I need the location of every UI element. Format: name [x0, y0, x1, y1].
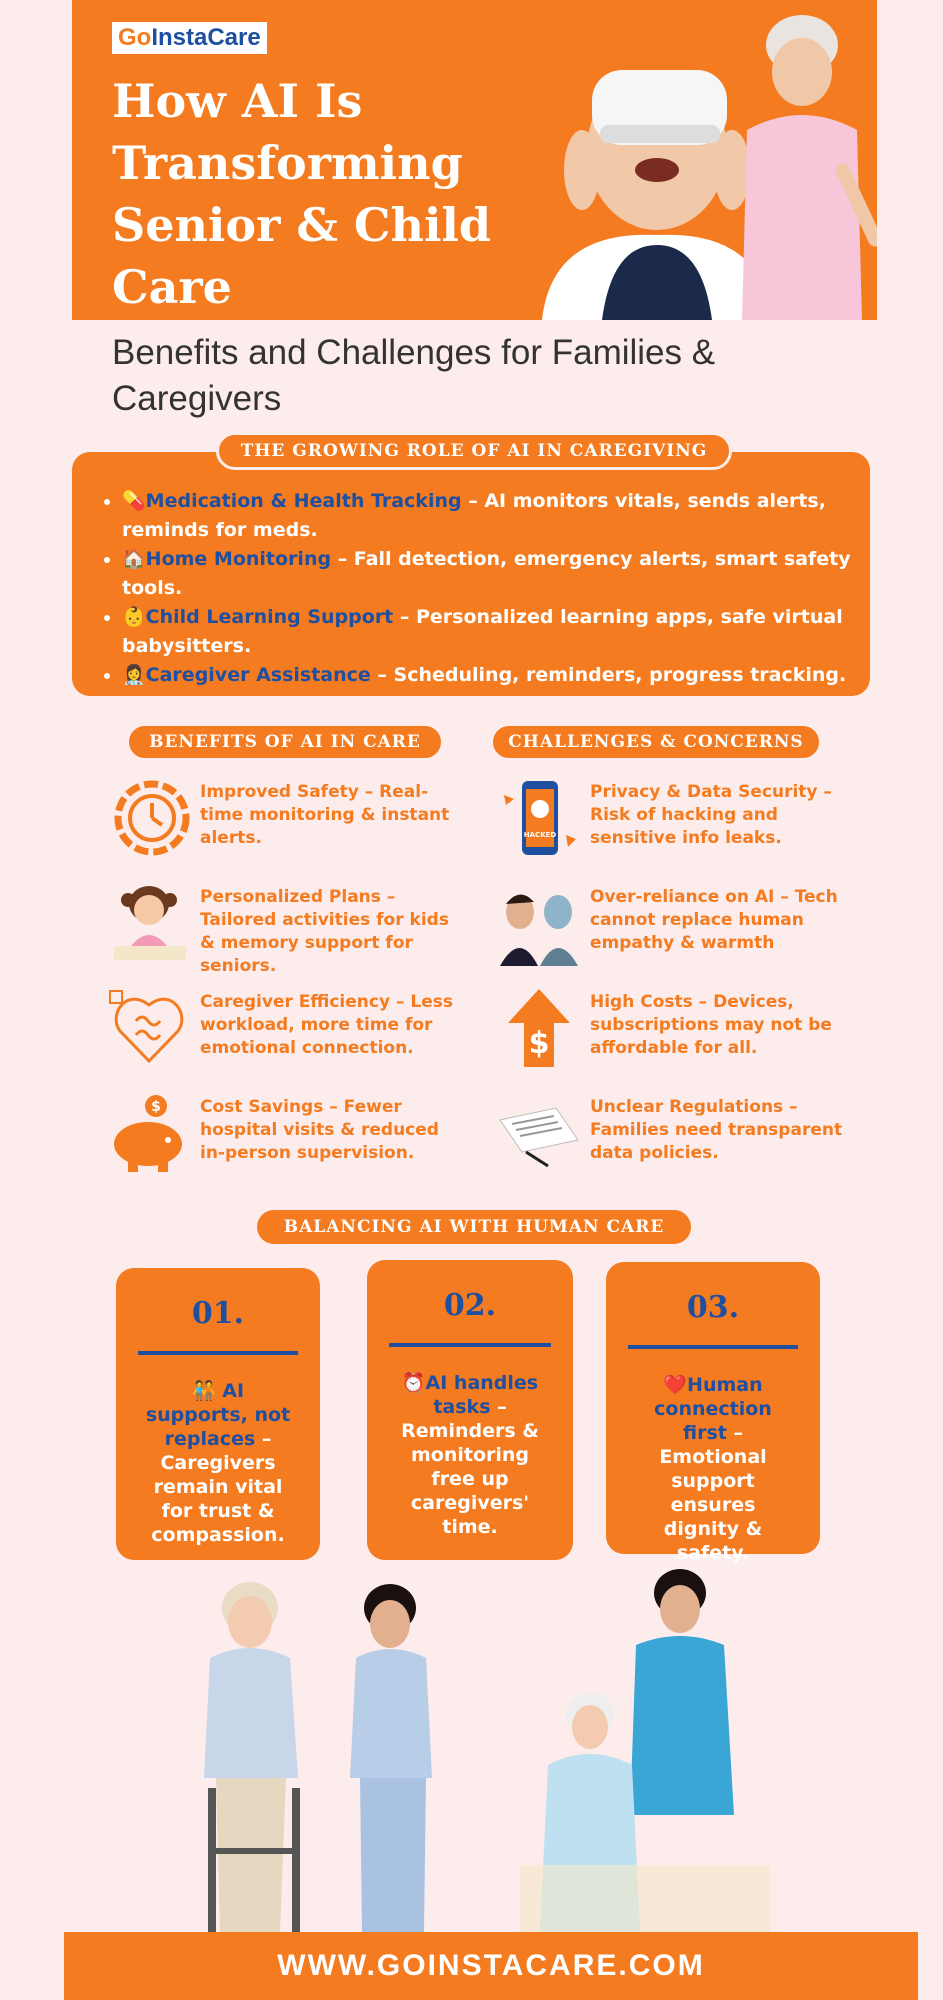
- balance-card-2: [367, 1260, 573, 1560]
- list-item: • 💊Medication & Health Tracking – AI monitors vitals, sends alerts, reminds for meds.: [122, 487, 854, 545]
- list-item: • 👶Child Learning Support – Personalized learning apps, safe virtual babysitters.: [122, 603, 854, 661]
- brand-logo[interactable]: GoInstaCare: [112, 22, 267, 54]
- piggy-bank-icon: [106, 1090, 192, 1176]
- card-number: 01.: [191, 1296, 245, 1331]
- child-drawing-icon: [106, 880, 192, 966]
- clock-gear-icon: [106, 775, 192, 861]
- challenge-item-reliance: [496, 880, 855, 966]
- hacked-phone-icon: [496, 775, 582, 861]
- challenge-item-privacy: [496, 775, 855, 861]
- alarm-clock-icon: ⏰: [401, 1372, 426, 1394]
- balance-heading: BALANCING AI WITH HUMAN CARE: [254, 1207, 694, 1247]
- challenge-text: High Costs – Devices, subscriptions may not be affordable for all.: [590, 992, 832, 1058]
- challenges-heading: CHALLENGES & CONCERNS: [490, 723, 822, 761]
- balance-card-3: [606, 1262, 820, 1564]
- card-number: 02.: [443, 1288, 497, 1323]
- benefit-item-safety: [106, 775, 465, 861]
- nurse-senior-photo: [520, 1565, 780, 1932]
- dollar-symbol: $: [528, 1026, 550, 1061]
- benefits-heading: BENEFITS OF AI IN CARE: [126, 723, 444, 761]
- house-icon: 🏠: [122, 548, 146, 570]
- card-text: ⏰AI handles tasks – Reminders & monitoring free up caregivers' time.: [401, 1372, 539, 1538]
- heart-icon: ❤️: [663, 1374, 688, 1396]
- challenge-text: Over-reliance on AI – Tech cannot replace human empathy & warmth: [590, 887, 838, 953]
- list-item: • 🏠Home Monitoring – Fall detection, emergency alerts, smart safety tools.: [122, 545, 854, 603]
- human-robot-icon: [496, 880, 582, 966]
- role-heading: THE GROWING ROLE OF AI IN CAREGIVING: [216, 432, 732, 470]
- card-divider: [138, 1351, 298, 1355]
- page-subtitle: Benefits and Challenges for Families & Caregivers: [112, 333, 716, 418]
- benefit-text: Cost Savings – Fewer hospital visits & reduced in-person supervision.: [200, 1097, 439, 1163]
- balance-card-1: [116, 1268, 320, 1560]
- benefit-item-plans: [106, 880, 465, 978]
- baby-icon: 👶: [122, 606, 146, 628]
- people-icon: 🧑‍🤝‍🧑: [191, 1380, 216, 1402]
- challenge-item-costs: [496, 985, 855, 1071]
- benefit-text: Caregiver Efficiency – Less workload, more time for emotional connection.: [200, 992, 453, 1058]
- page-title: How AI Is Transforming Senior & Child Care: [112, 74, 492, 314]
- dollar-arrow-icon: [496, 985, 582, 1071]
- card-text: 🧑‍🤝‍🧑 AI supports, not replaces – Caregivers remain vital for trust & compassion.: [145, 1380, 291, 1546]
- pill-icon: 💊: [122, 490, 146, 512]
- role-list: [72, 452, 870, 690]
- challenge-text: Unclear Regulations – Families need transparent data policies.: [590, 1097, 843, 1163]
- card-number: 03.: [686, 1290, 740, 1325]
- challenge-text: Privacy & Data Security – Risk of hacking and sensitive info leaks.: [590, 782, 832, 848]
- senior-woman-photo: [712, 10, 877, 320]
- hero-banner: [72, 0, 877, 320]
- list-item: • 👩‍⚕️Caregiver Assistance – Scheduling, reminders, progress tracking.: [122, 661, 854, 690]
- challenge-item-regulations: [496, 1090, 855, 1176]
- document-pen-icon: [496, 1090, 582, 1176]
- card-divider: [389, 1343, 551, 1347]
- card-text: ❤️Human connection first – Emotional support ensures dignity & safety.: [654, 1374, 772, 1564]
- benefit-item-cost: [106, 1090, 465, 1176]
- benefit-item-efficiency: [106, 985, 465, 1071]
- hacked-label: HACKED: [523, 831, 557, 839]
- health-worker-icon: 👩‍⚕️: [122, 664, 146, 686]
- footer-url[interactable]: WWW.GOINSTACARE.COM: [64, 1932, 918, 2000]
- card-divider: [628, 1345, 798, 1349]
- benefit-text: Improved Safety – Real-time monitoring & instant alerts.: [200, 782, 450, 848]
- senior-walker-photo: [180, 1578, 490, 1932]
- brain-heart-icon: [106, 985, 192, 1071]
- role-section: [72, 452, 870, 696]
- benefit-text: Personalized Plans – Tailored activities for kids & memory support for seniors.: [200, 887, 449, 976]
- svg-text:$: $: [151, 1099, 161, 1115]
